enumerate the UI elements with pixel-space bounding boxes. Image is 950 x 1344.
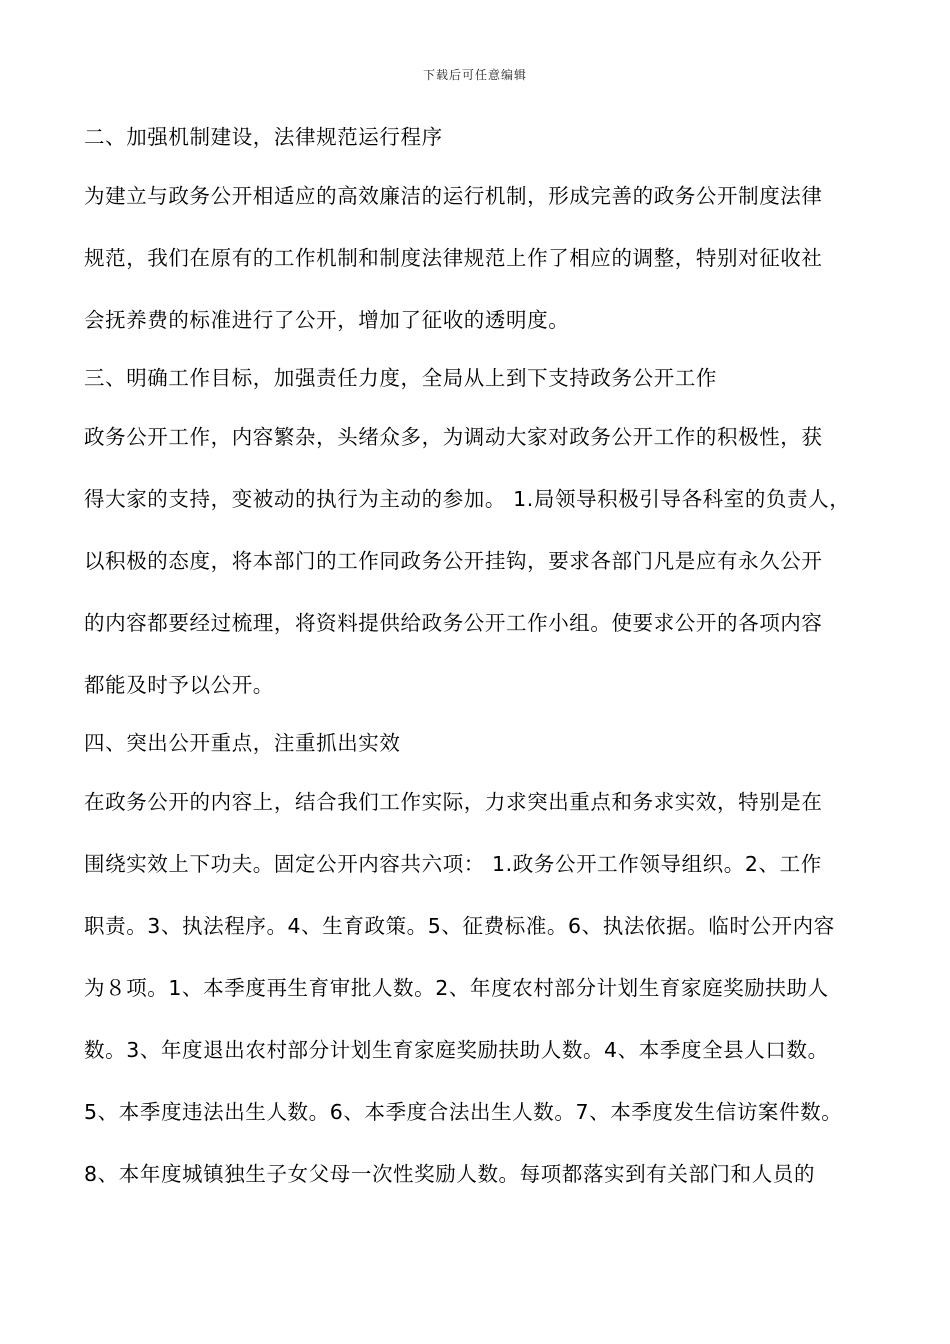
section-heading-2: 二、加强机制建设，法律规范运行程序 [84,125,443,149]
paragraph-line: 的内容都要经过梳理，将资料提供给政务公开工作小组。使要求公开的各项内容 [84,611,823,635]
paragraph-line: 会抚养费的标准进行了公开，增加了征收的透明度。 [84,308,570,332]
paragraph-line: 职责。3、执法程序。4、生育政策。5、征费标准。6、执法依据。临时公开内容 [84,914,835,938]
paragraph-line: 以积极的态度，将本部门的工作同政务公开挂钩，要求各部门凡是应有永久公开 [84,549,823,573]
paragraph-line: 为８项。1、本季度再生育审批人数。2、年度农村部分计划生育家庭奖励扶助人 [84,976,829,1000]
paragraph-line: 得大家的支持，变被动的执行为主动的参加。 1.局领导积极引导各科室的负责人， [84,487,851,511]
paragraph-line: 都能及时予以公开。 [84,673,274,697]
paragraph-line: 5、本季度违法出生人数。6、本季度合法出生人数。7、本季度发生信访案件数。 [84,1100,843,1124]
paragraph-line: 政务公开工作，内容繁杂，头绪众多，为调动大家对政务公开工作的积极性，获 [84,425,823,449]
paragraph-line: 围绕实效上下功夫。固定公开内容共六项： 1.政务公开工作领导组织。2、工作 [84,852,822,876]
paragraph-line: 8、本年度城镇独生子女父母一次性奖励人数。每项都落实到有关部门和人员的 [84,1162,816,1186]
paragraph-line: 在政务公开的内容上，结合我们工作实际，力求突出重点和务求实效，特别是在 [84,790,823,814]
paragraph-line: 为建立与政务公开相适应的高效廉洁的运行机制，形成完善的政务公开制度法律 [84,184,823,208]
section-heading-4: 四、突出公开重点，注重抓出实效 [84,731,401,755]
paragraph-line: 数。3、年度退出农村部分计划生育家庭奖励扶助人数。4、本季度全县人口数。 [84,1038,829,1062]
page-header: 下载后可任意编辑 [422,68,527,82]
paragraph-line: 规范，我们在原有的工作机制和制度法律规范上作了相应的调整，特别对征收社 [84,246,823,270]
section-heading-3: 三、明确工作目标，加强责任力度，全局从上到下支持政务公开工作 [84,366,717,390]
